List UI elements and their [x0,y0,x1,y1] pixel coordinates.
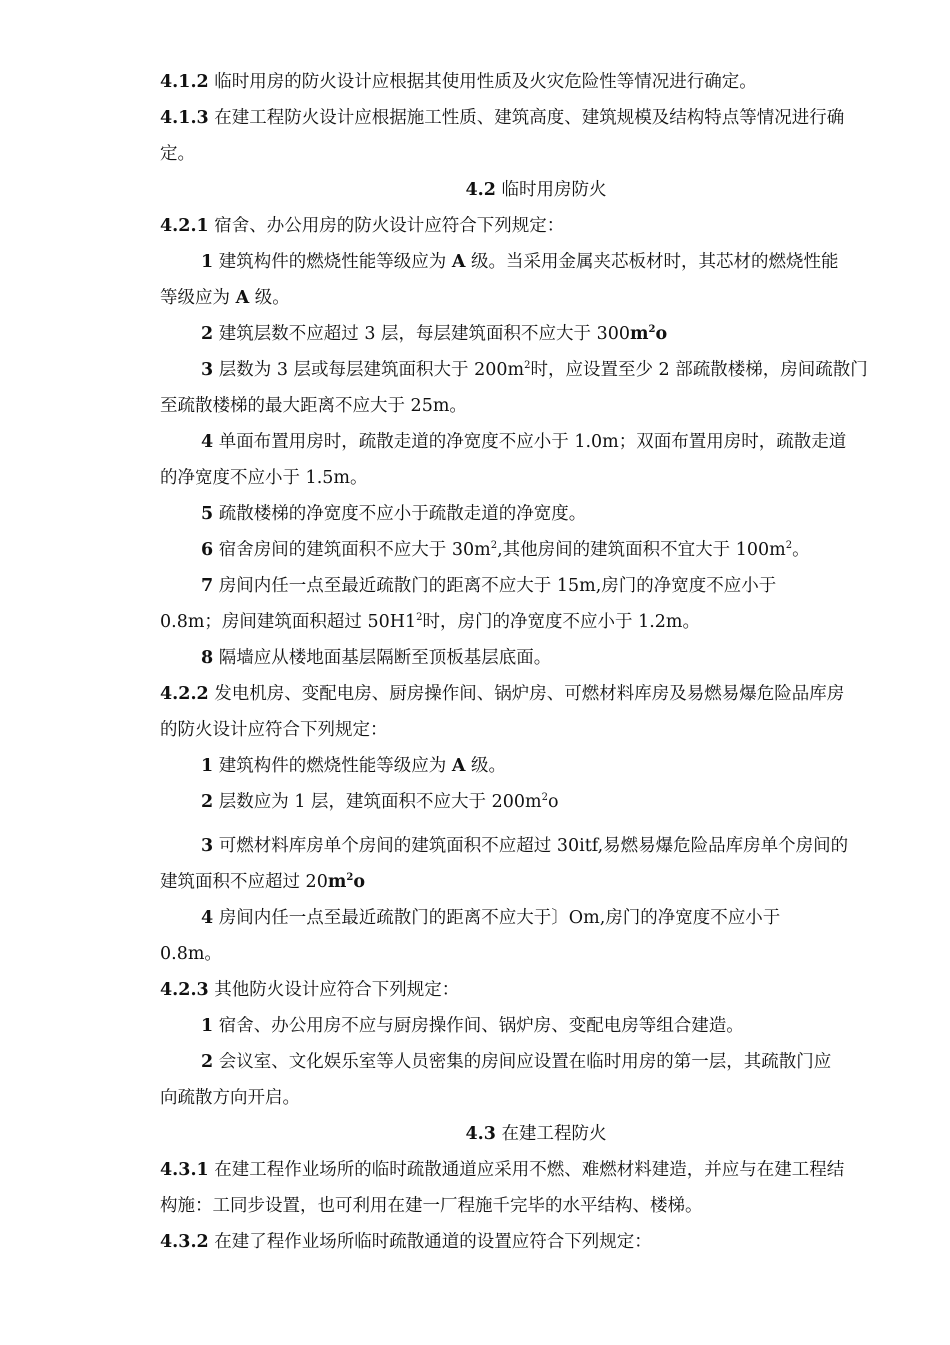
clause-text: 其他防火设计应符合下列规定： [214,980,460,1000]
item-1 [160,1008,912,1044]
item-text: 时，房门的净宽度不应小于 1.2m。 [422,612,701,632]
clause-number: 4.2.3 [160,980,209,1000]
superscript: 2 [346,872,354,883]
item-text: 隔墙应从楼地面基层隔断至顶板基层底面。 [218,648,552,668]
item-number: 1 [201,756,214,776]
item-text: 建筑构件的燃烧性能等级应为 [218,252,447,272]
item-text: 可燃材料库房单个房间的建筑面积不应超过 30itf,易燃易爆危险品库房单个房间的 [218,836,849,856]
section-number: 4.3 [465,1124,496,1144]
item-text: 0.8m。 [160,944,222,964]
clause-number: 4.1.3 [160,108,209,128]
item-text: 建筑层数不应超过 3 层，每层建筑面积不应大于 300 [218,324,630,344]
clause-4-2-2 [160,676,912,712]
item-text: 等级应为 [160,288,230,308]
item-4 [160,900,912,936]
item-text: 。 [792,540,810,560]
item-continuation [160,936,912,972]
section-heading-4-3 [160,1116,912,1152]
section-heading-4-2 [160,172,912,208]
clause-text: 发电机房、变配电房、厨房操作间、锅炉房、可燃材料库房及易燃易爆危险品库房 [214,684,845,704]
clause-4-2-1 [160,208,912,244]
superscript: 2 [541,792,548,803]
item-8 [160,640,912,676]
clause-4-2-3 [160,972,912,1008]
item-text: 建筑构件的燃烧性能等级应为 [218,756,447,776]
clause-text: 宿舍、办公用房的防火设计应符合下列规定： [214,216,565,236]
item-text: 层数为 3 层或每层建筑面积大于 200m [218,360,525,380]
item-number: 4 [201,432,214,452]
clause-number: 4.2.2 [160,684,209,704]
item-number: 3 [201,836,214,856]
item-number: 6 [201,540,214,560]
item-text: 疏散楼梯的净宽度不应小于疏散走道的净宽度。 [218,504,587,524]
superscript: 2 [648,324,656,335]
superscript: 2 [490,540,498,551]
item-text: 时，应设置至少 2 部疏散楼梯，房间疏散门 [530,360,868,380]
clause-text: 在建了程作业场所临时疏散通道的设置应符合下列规定： [214,1232,652,1252]
item-number: 3 [201,360,214,380]
item-1 [160,244,912,280]
section-title: 临时用房防火 [501,180,607,200]
superscript: 2 [785,540,793,551]
item-text: 的净宽度不应小于 1.5m。 [160,468,368,488]
clause-number: 4.2.1 [160,216,209,236]
item-text: o [353,872,366,892]
grade-letter: A [235,288,250,308]
item-text: 0.8m；房间建筑面积超过 50H1 [160,612,417,632]
clause-number: 4.1.2 [160,72,209,92]
item-3 [160,352,912,388]
item-continuation [160,388,912,424]
item-text: 层数应为 1 层，建筑面积不应大于 200m [218,792,542,812]
clause-4-1-3 [160,100,912,136]
clause-text: 临时用房的防火设计应根据其使用性质及火灾危险性等情况进行确定。 [214,72,757,92]
item-text: o [547,792,559,812]
item-2 [160,316,912,352]
item-number: 2 [201,1052,214,1072]
clause-4-3-1 [160,1152,912,1188]
item-continuation [160,1080,912,1116]
item-7 [160,568,912,604]
superscript: 2 [524,360,531,371]
item-text: 向疏散方向开启。 [160,1088,300,1108]
item-continuation [160,604,912,640]
clause-continuation [160,136,912,172]
item-text: 房间内任一点至最近疏散门的距离不应大于〕Om,房门的净宽度不应小于 [218,908,781,928]
item-number: 1 [201,1016,214,1036]
item-text: o [655,324,668,344]
item-text: 单面布置用房时，疏散走道的净宽度不应小于 1.0m；双面布置用房时，疏散走道 [218,432,847,452]
grade-letter: A [451,252,466,272]
section-title: 在建工程防火 [501,1124,607,1144]
item-6 [160,532,912,568]
clause-text: 在建工程防火设计应根据施工性质、建筑高度、建筑规模及结构特点等情况进行确 [214,108,845,128]
clause-text: 构施：工同步设置，也可利用在建一厂程施千完毕的水平结构、楼梯。 [160,1196,703,1216]
item-number: 7 [201,576,214,596]
clause-text: 在建工程作业场所的临时疏散通道应采用不燃、难燃材料建造，并应与在建工程结 [214,1160,845,1180]
item-text: 房间内任一点至最近疏散门的距离不应大于 15m,房门的净宽度不应小于 [218,576,777,596]
clause-continuation [160,712,912,748]
item-text: 会议室、文化娱乐室等人员密集的房间应设置在临时用房的第一层，其疏散门应 [218,1052,832,1072]
item-2 [160,1044,912,1080]
item-text: 宿舍、办公用房不应与厨房操作间、锅炉房、变配电房等组合建造。 [218,1016,744,1036]
item-3 [160,828,912,864]
item-text: ,其他房间的建筑面积不宜大于 100m [497,540,786,560]
item-text: 宿舍房间的建筑面积不应大于 30m [218,540,491,560]
item-1 [160,748,912,784]
section-number: 4.2 [465,180,496,200]
item-text: 级。当采用金属夹芯板材时，其芯材的燃烧性能 [471,252,839,272]
clause-4-1-2 [160,64,912,100]
spacer [160,820,912,828]
clause-text: 的防火设计应符合下列规定： [160,720,388,740]
item-text: 级。 [471,756,506,776]
superscript: 2 [416,612,423,623]
item-number: 5 [201,504,214,524]
item-number: 1 [201,252,214,272]
item-2 [160,784,912,820]
clause-4-3-2 [160,1224,912,1260]
clause-continuation [160,1188,912,1224]
item-continuation [160,460,912,496]
item-number: 4 [201,908,214,928]
clause-text: 定。 [160,144,195,164]
document-page [160,64,912,1260]
item-text: 至疏散楼梯的最大距离不应大于 25m。 [160,396,467,416]
item-number: 2 [201,324,214,344]
item-5 [160,496,912,532]
item-number: 2 [201,792,214,812]
item-continuation [160,864,912,900]
unit: m [327,872,347,892]
item-text: 建筑面积不应超过 20 [160,872,328,892]
unit: m [630,324,649,344]
clause-number: 4.3.2 [160,1232,209,1252]
grade-letter: A [451,756,466,776]
item-number: 8 [201,648,214,668]
clause-number: 4.3.1 [160,1160,209,1180]
item-4 [160,424,912,460]
item-text: 级。 [254,288,290,308]
item-continuation [160,280,912,316]
